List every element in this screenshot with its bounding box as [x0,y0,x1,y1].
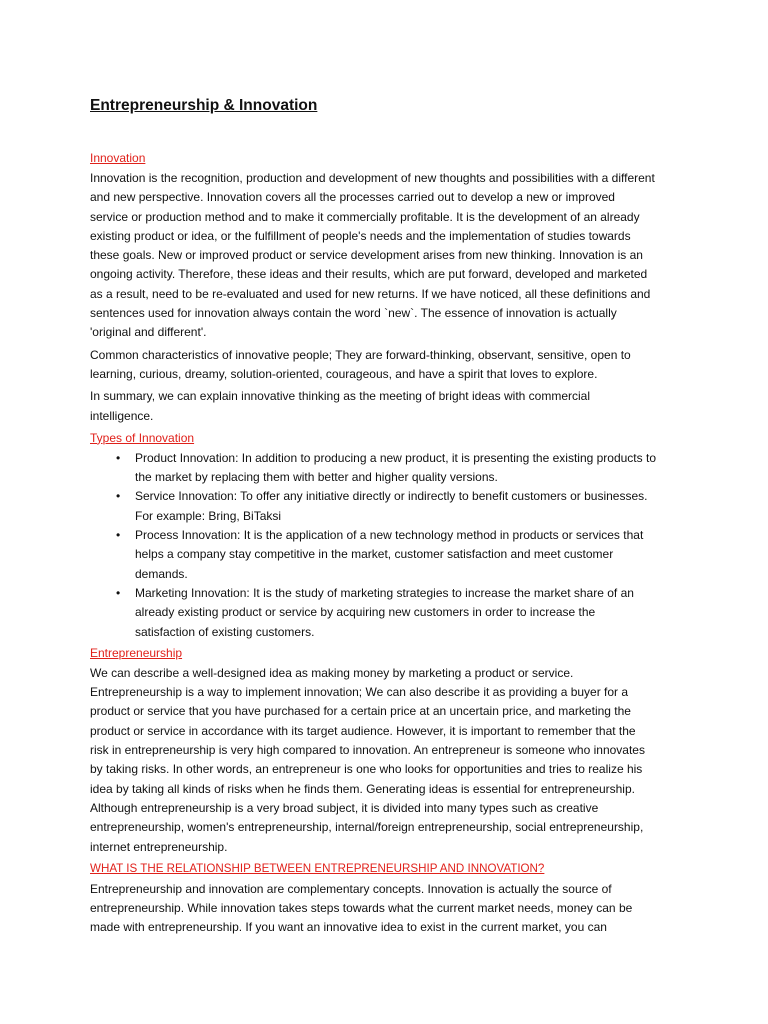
bullet-icon: • [116,585,121,600]
list-item-text: Service Innovation: To offer any initiative directly or indirectly to benefit customers or businesses. For example: Bring, BiTaksi [135,489,648,523]
heading-entrepreneurship: Entrepreneurship [90,645,183,660]
list-item-process-innovation [90,526,656,584]
list-item-product-innovation [90,449,656,488]
innovation-paragraph-1: Innovation is the recognition, production and development of new thoughts and possibilities with a different and new perspective. Innovation covers all the processes carried out to develop a new or improved service or production method and to make it commercially profitable. It is the development of an already existing product or idea, or the fulfillment of people's needs and the implementation of studies towards these goals. New or improved product or service development arises from new thinking. Innovation is an ongoing activity. Therefore, these ideas and their results, which are put forward, developed and marketed as a result, need to be re-evaluated and used for new returns. If we have noticed, all these definitions and sentences used for innovation always contain the word `new`. The essence of innovation is actually 'original and different'. [90,171,655,340]
document-title: Entrepreneurship & Innovation [90,97,318,114]
bullet-icon: • [116,528,121,543]
heading-relationship: WHAT IS THE RELATIONSHIP BETWEEN ENTREPRENEURSHIP AND INNOVATION? [90,861,545,875]
bullet-icon: • [116,450,121,465]
list-item-text: Marketing Innovation: It is the study of marketing strategies to increase the market share of an already existing product or service by acquiring new customers in order to increase the satisfaction of existing customers. [135,585,634,639]
section-types-of-innovation [90,429,656,642]
list-item-text: Process Innovation: It is the application of a new technology method in products or services that helps a company stay competitive in the market, customer satisfaction and meet customer demands. [135,528,644,581]
heading-types-of-innovation: Types of Innovation [90,430,195,445]
innovation-paragraph-3: In summary, we can explain innovative thinking as the meeting of bright ideas with commercial intelligence. [90,389,591,423]
innovation-paragraph-2: Common characteristics of innovative people; They are forward-thinking, observant, sensitive, open to learning, curious, dreamy, solution-oriented, courageous, and have a spirit that loves to explore. [90,347,631,381]
section-entrepreneurship [90,644,656,857]
document-page [90,96,656,941]
entrepreneurship-paragraph: We can describe a well-designed idea as making money by marketing a product or service. Entrepreneurship is a way to implement innovation; We can also describe it as providing a buyer for a product or service that you have purchased for a certain price at an uncertain price, and marketing the product or service in accordance with its target audience. However, it is important to remember that the risk in entrepreneurship is very high compared to innovation. An entrepreneur is someone who innovates by taking risks. In other words, an entrepreneur is one who looks for opportunities and tries to realize his idea by taking all kinds of risks when he finds them. Generating ideas is essential for entrepreneurship. Although entrepreneurship is a very broad subject, it is divided into many types such as creative entrepreneurship, women's entrepreneurship, internal/foreign entrepreneurship, social entrepreneurship, internet entrepreneurship. [90,665,645,854]
list-item-text: Product Innovation: In addition to producing a new product, it is presenting the existing products to the market by replacing them with better and higher quality versions. [135,450,656,485]
innovation-types-list [90,449,656,642]
heading-innovation: Innovation [90,151,146,165]
section-innovation [90,149,656,426]
section-relationship [90,860,656,938]
list-item-marketing-innovation [90,584,656,642]
relationship-paragraph: Entrepreneurship and innovation are complementary concepts. Innovation is actually the source of entrepreneurship. While innovation takes steps towards what the current market needs, money can be made with entrepreneurship. If you want an innovative idea to exist in the current market, you can [90,881,633,935]
list-item-service-innovation [90,487,656,526]
bullet-icon: • [116,489,121,504]
